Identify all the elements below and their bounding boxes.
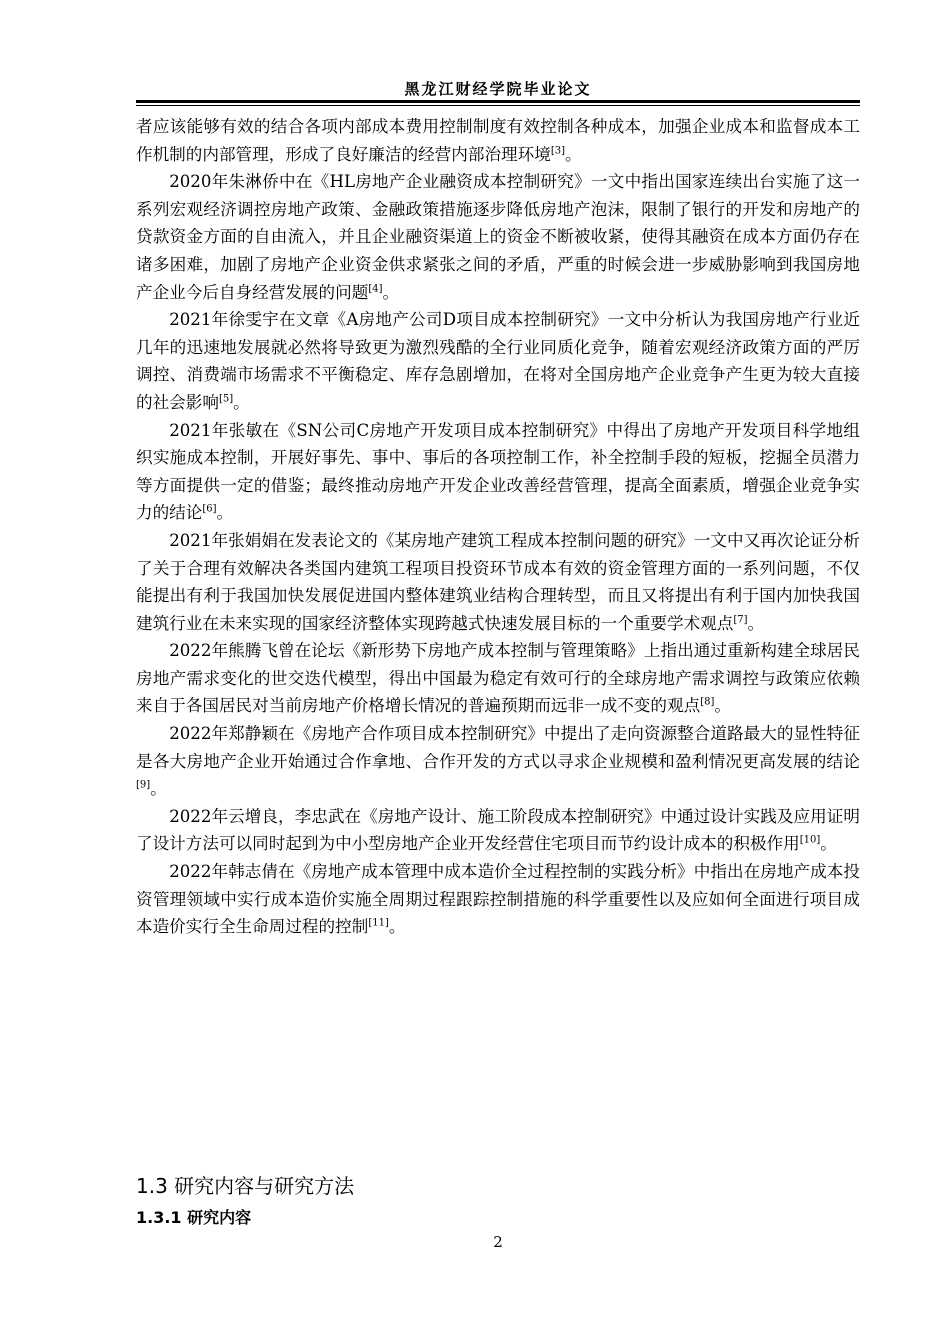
citation: [4] (368, 283, 383, 295)
paragraph: 2020年朱淋侨中在《HL房地产企业融资成本控制研究》一文中指出国家连续出台实施了这一系列宏观经济调控房地产政策、金融政策措施逐步降低房地产泡沫，限制了银行的开发和房地产的贷款资金方面的自由流入，并且企业融资渠道上的资金不断被收紧，使得其融资在成本方面仍存在诸多困难，加剧了房地产企业资金供求紧张之间的矛盾，严重的时候会进一步威胁影响到我国房地产企业今后自身经营发展的问题[4]。 (136, 172, 860, 302)
running-header: 黑龙江财经学院毕业论文 (404, 80, 592, 98)
paragraph: 者应该能够有效的结合各项内部成本费用控制制度有效控制各种成本，加强企业成本和监督成本工作机制的内部管理，形成了良好廉洁的经营内部治理环境[3]。 (136, 117, 860, 164)
citation: [6] (202, 503, 217, 515)
citation: [5] (218, 393, 234, 405)
paragraph: 2022年郑静颖在《房地产合作项目成本控制研究》中提出了走向资源整合道路最大的显性特征是各大房地产企业开始通过合作拿地、合作开发的方式以寻求企业规模和盈利情况更高发展的结论[9]。 (136, 724, 860, 799)
paragraph: 2022年熊腾飞曾在论坛《新形势下房地产成本控制与管理策略》上指出通过重新构建全球居民房地产需求变化的世交迭代模型，得出中国最为稳定有效可行的全球房地产需求调控与政策应依赖来自于各国居民对当前房地产价格增长情况的普遍预期而远非一成不变的观点[8]。 (136, 641, 860, 716)
subsection-heading: 1.3.1 研究内容 (136, 1208, 252, 1227)
citation: [7] (733, 614, 748, 626)
paragraph: 2022年云增良，李忠武在《房地产设计、施工阶段成本控制研究》中通过设计实践及应用证明了设计方法可以同时起到为中小型房地产企业开发经营住宅项目而节约设计成本的积极作用[10]。 (136, 806, 860, 854)
citation: [9] (136, 779, 151, 791)
header-rule-thick (136, 100, 860, 103)
paragraph: 2021年张敏在《SN公司C房地产开发项目成本控制研究》中得出了房地产开发项目科学地组织实施成本控制，开展好事先、事中、事后的各项控制工作，补全控制手段的短板，挖掘全员潜力等方面提供一定的借鉴；最终推动房地产开发企业改善经营管理，提高全面素质，增强企业竞争实力的结论[6]。 (136, 420, 860, 523)
section-heading: 1.3 研究内容与研究方法 (136, 1174, 355, 1198)
paragraph: 2021年张娟娟在发表论文的《某房地产建筑工程成本控制问题的研究》一文中又再次论证分析了关于合理有效解决各类国内建筑工程项目投资环节成本有效的资金管理方面的一系列问题，不仅能提出有利于我国加快发展促进国内整体建筑业结构合理转型，而且又将提出有利于国内加快我国建筑行业在未来实现的国家经济整体实现跨越式快速发展目标的一个重要学术观点[7]。 (136, 530, 860, 633)
paragraph: 2021年徐雯宇在文章《A房地产公司D项目成本控制研究》一文中分析认为我国房地产行业近几年的迅速地发展就必然将导致更为激烈残酷的全行业同质化竞争，随着宏观经济政策方面的严厉调控、消费端市场需求不平衡稳定、库存急剧增加，在将对全国房地产企业竞争产生更为较大直接的社会影响[5]。 (136, 310, 860, 412)
citation: [8] (700, 696, 715, 708)
body-text (136, 113, 860, 941)
citation: [3] (550, 145, 566, 157)
citation: [11] (368, 917, 389, 929)
citation: [10] (799, 834, 821, 846)
paragraph: 2022年韩志倩在《房地产成本管理中成本造价全过程控制的实践分析》中指出在房地产成本投资管理领域中实行成本造价实施全周期过程跟踪控制措施的科学重要性以及应如何全面进行项目成本造价实行全生命周过程的控制[11]。 (136, 862, 860, 937)
page-number: 2 (493, 1233, 503, 1251)
header-rule-thin (136, 105, 860, 106)
